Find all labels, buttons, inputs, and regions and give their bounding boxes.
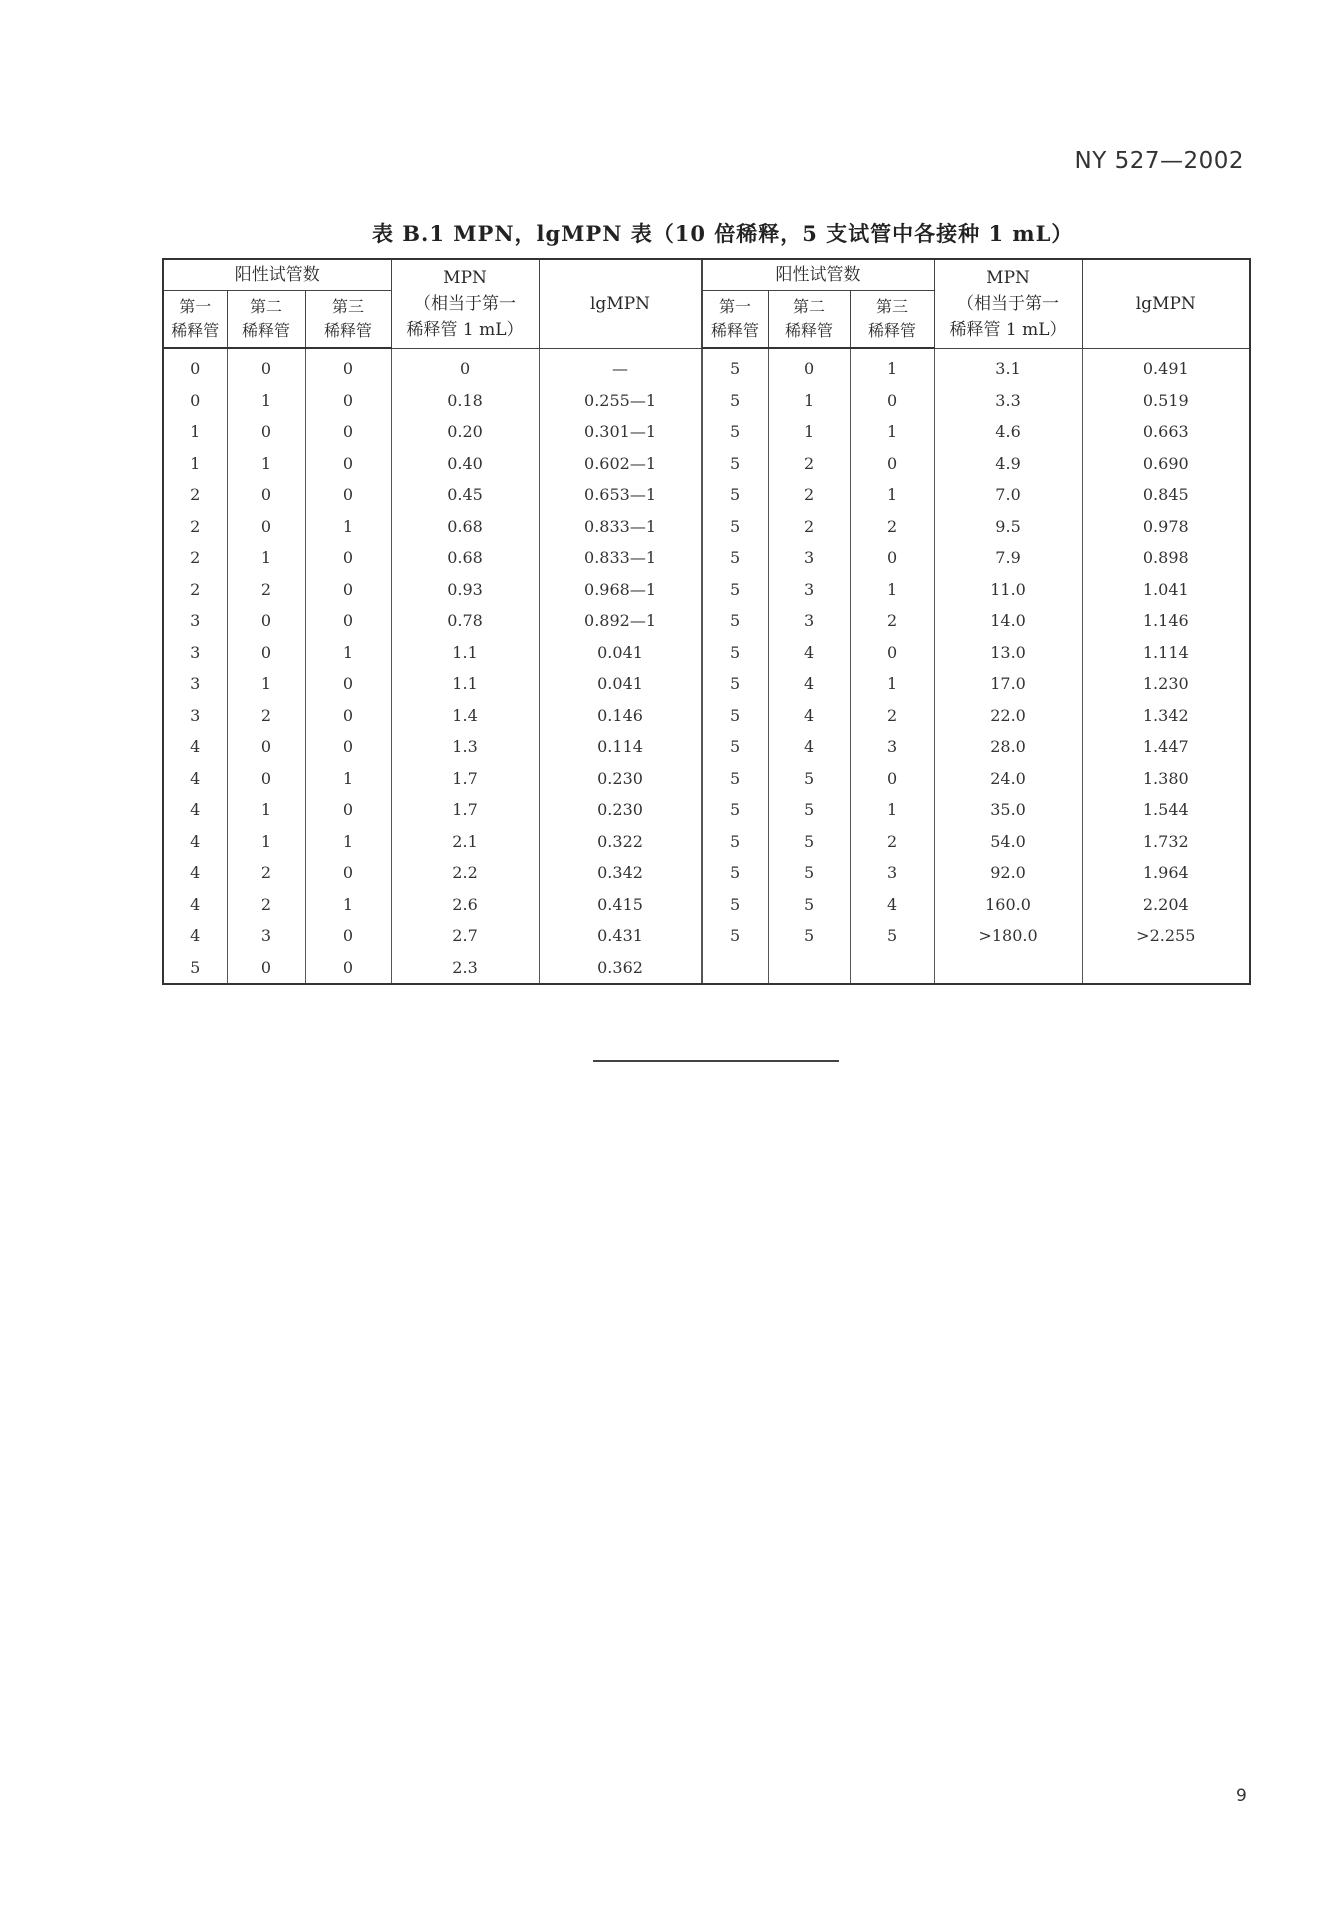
second-dilution-cell: 2	[227, 700, 305, 732]
table-row	[702, 826, 1250, 858]
lgmpn-cell: 0.146	[539, 700, 701, 732]
lgmpn-cell: 0.968—1	[539, 574, 701, 606]
first-dilution-cell: 4	[163, 889, 227, 921]
first-dilution-cell: 0	[163, 348, 227, 385]
first-dilution-cell: 5	[702, 479, 768, 511]
third-dilution-cell: 0	[305, 857, 391, 889]
mpn-cell: 0.78	[391, 605, 539, 637]
third-dilution-header-right	[850, 291, 934, 349]
third-dilution-cell: 0	[850, 448, 934, 480]
third-dilution-cell: 0	[305, 542, 391, 574]
mpn-cell: 0.20	[391, 416, 539, 448]
second-dilution-line1: 第二	[249, 297, 282, 316]
third-dilution-cell: 1	[850, 574, 934, 606]
lgmpn-cell: 0.301—1	[539, 416, 701, 448]
table-row	[702, 920, 1250, 952]
table-row	[702, 668, 1250, 700]
first-dilution-cell: 3	[163, 668, 227, 700]
second-dilution-cell: 2	[227, 857, 305, 889]
third-dilution-cell: 0	[305, 668, 391, 700]
table-row	[163, 416, 701, 448]
lgmpn-cell: 0.898	[1082, 542, 1250, 574]
lgmpn-cell: 1.146	[1082, 605, 1250, 637]
mpn-header-right-line1: MPN	[986, 267, 1030, 288]
table-row	[163, 731, 701, 763]
right-table-body	[702, 348, 1250, 984]
second-dilution-cell: 2	[227, 889, 305, 921]
lgmpn-cell: 0.362	[539, 952, 701, 985]
lgmpn-cell: 1.342	[1082, 700, 1250, 732]
first-dilution-cell: 4	[163, 763, 227, 795]
first-dilution-cell: 5	[702, 794, 768, 826]
mpn-header-right-line3: 稀释管 1 mL）	[949, 319, 1067, 340]
first-dilution-cell: 5	[702, 574, 768, 606]
second-dilution-cell: 3	[768, 542, 850, 574]
end-rule	[593, 1060, 839, 1062]
third-dilution-cell: 0	[305, 700, 391, 732]
mpn-cell: 0.68	[391, 542, 539, 574]
mpn-cell: 2.7	[391, 920, 539, 952]
second-dilution-cell: 3	[768, 605, 850, 637]
first-dilution-cell: 5	[702, 920, 768, 952]
mpn-cell: 17.0	[934, 668, 1082, 700]
lgmpn-cell: 0.653—1	[539, 479, 701, 511]
mpn-cell: 0.40	[391, 448, 539, 480]
second-dilution-cell: 4	[768, 700, 850, 732]
mpn-cell: 13.0	[934, 637, 1082, 669]
third-dilution-cell: 5	[850, 920, 934, 952]
lgmpn-cell: 1.732	[1082, 826, 1250, 858]
third-dilution-cell: 2	[850, 700, 934, 732]
positive-tubes-header-right: 阳性试管数	[702, 259, 934, 291]
table-row	[163, 511, 701, 543]
second-dilution-cell: 4	[768, 637, 850, 669]
first-dilution-header-right	[702, 291, 768, 349]
second-dilution-cell: 0	[227, 479, 305, 511]
table-row	[163, 448, 701, 480]
first-dilution-line1: 第一	[179, 297, 212, 316]
first-dilution-cell: 5	[702, 605, 768, 637]
second-dilution-cell: 0	[227, 763, 305, 795]
mpn-cell: 1.3	[391, 731, 539, 763]
lgmpn-header-right: lgMPN	[1082, 259, 1250, 348]
table-row	[702, 952, 1250, 985]
first-dilution-cell: 4	[163, 731, 227, 763]
mpn-cell: 1.1	[391, 637, 539, 669]
first-dilution-cell: 1	[163, 448, 227, 480]
lgmpn-cell: 0.041	[539, 668, 701, 700]
third-dilution-cell: 1	[850, 416, 934, 448]
second-dilution-cell: 1	[227, 794, 305, 826]
table-row	[702, 605, 1250, 637]
third-dilution-cell: 1	[305, 763, 391, 795]
third-dilution-cell: 1	[305, 511, 391, 543]
second-dilution-cell: 5	[768, 889, 850, 921]
standard-code: NY 527—2002	[1074, 148, 1244, 174]
second-dilution-cell: 1	[227, 385, 305, 417]
lgmpn-cell: 0.255—1	[539, 385, 701, 417]
first-dilution-cell: 5	[702, 826, 768, 858]
lgmpn-cell: 0.415	[539, 889, 701, 921]
mpn-cell: 0.45	[391, 479, 539, 511]
third-dilution-cell: 1	[850, 348, 934, 385]
table-row	[702, 479, 1250, 511]
lgmpn-cell: >2.255	[1082, 920, 1250, 952]
second-dilution-cell: 5	[768, 857, 850, 889]
first-dilution-cell	[702, 952, 768, 985]
lgmpn-cell: 0.322	[539, 826, 701, 858]
first-dilution-cell: 0	[163, 385, 227, 417]
table-row	[163, 857, 701, 889]
mpn-cell: 0	[391, 348, 539, 385]
mpn-cell: 1.7	[391, 794, 539, 826]
mpn-cell: 4.9	[934, 448, 1082, 480]
third-dilution-right-line1: 第三	[876, 297, 909, 316]
first-dilution-cell: 5	[702, 889, 768, 921]
table-row	[163, 700, 701, 732]
second-dilution-cell: 0	[227, 952, 305, 985]
mpn-cell: 14.0	[934, 605, 1082, 637]
first-dilution-header	[163, 291, 227, 349]
lgmpn-cell: 0.833—1	[539, 511, 701, 543]
second-dilution-cell: 0	[227, 348, 305, 385]
second-dilution-cell: 1	[227, 448, 305, 480]
third-dilution-cell: 1	[305, 637, 391, 669]
first-dilution-cell: 5	[702, 731, 768, 763]
mpn-cell: 22.0	[934, 700, 1082, 732]
second-dilution-cell: 5	[768, 826, 850, 858]
third-dilution-cell: 0	[305, 479, 391, 511]
third-dilution-cell: 3	[850, 857, 934, 889]
third-dilution-line2: 稀释管	[324, 321, 373, 340]
second-dilution-right-line2: 稀释管	[785, 321, 834, 340]
first-dilution-cell: 3	[163, 637, 227, 669]
second-dilution-cell: 3	[768, 574, 850, 606]
third-dilution-cell: 1	[305, 889, 391, 921]
third-dilution-line1: 第三	[332, 297, 365, 316]
table-row	[702, 348, 1250, 385]
first-dilution-cell: 4	[163, 857, 227, 889]
third-dilution-cell: 0	[305, 794, 391, 826]
third-dilution-cell	[850, 952, 934, 985]
mpn-cell: 0.18	[391, 385, 539, 417]
first-dilution-line2: 稀释管	[171, 321, 220, 340]
third-dilution-cell: 0	[305, 574, 391, 606]
lgmpn-header: lgMPN	[539, 259, 701, 348]
first-dilution-cell: 5	[702, 857, 768, 889]
mpn-table	[162, 258, 1248, 985]
table-row	[163, 348, 701, 385]
table-row	[163, 668, 701, 700]
lgmpn-cell: 0.431	[539, 920, 701, 952]
table-row	[163, 826, 701, 858]
mpn-cell: 3.3	[934, 385, 1082, 417]
mpn-cell: 9.5	[934, 511, 1082, 543]
third-dilution-cell: 0	[305, 348, 391, 385]
table-row	[163, 920, 701, 952]
table-row	[702, 731, 1250, 763]
table-row	[702, 794, 1250, 826]
mpn-cell: 11.0	[934, 574, 1082, 606]
mpn-cell: 160.0	[934, 889, 1082, 921]
lgmpn-cell: 1.230	[1082, 668, 1250, 700]
first-dilution-cell: 5	[702, 511, 768, 543]
table-row	[702, 416, 1250, 448]
mpn-header-right-line2: （相当于第一	[957, 293, 1060, 314]
lgmpn-cell: 2.204	[1082, 889, 1250, 921]
second-dilution-cell: 4	[768, 668, 850, 700]
table-row	[163, 479, 701, 511]
third-dilution-cell: 2	[850, 511, 934, 543]
second-dilution-cell: 2	[768, 511, 850, 543]
third-dilution-cell: 1	[850, 479, 934, 511]
lgmpn-cell: 0.491	[1082, 348, 1250, 385]
mpn-cell: 28.0	[934, 731, 1082, 763]
mpn-cell: 2.2	[391, 857, 539, 889]
lgmpn-cell: 0.342	[539, 857, 701, 889]
table-row	[163, 574, 701, 606]
mpn-cell: 24.0	[934, 763, 1082, 795]
table-row	[702, 889, 1250, 921]
table-row	[702, 385, 1250, 417]
table-title: 表 B.1 MPN，lgMPN 表（10 倍稀释，5 支试管中各接种 1 mL）	[372, 221, 1074, 246]
third-dilution-cell: 0	[305, 448, 391, 480]
second-dilution-cell: 0	[227, 731, 305, 763]
mpn-cell: 4.6	[934, 416, 1082, 448]
table-row	[163, 889, 701, 921]
second-dilution-cell: 1	[768, 416, 850, 448]
table-row	[702, 448, 1250, 480]
first-dilution-cell: 5	[702, 637, 768, 669]
first-dilution-cell: 5	[702, 348, 768, 385]
third-dilution-cell: 0	[305, 416, 391, 448]
left-table-body	[163, 348, 701, 984]
table-row	[702, 637, 1250, 669]
third-dilution-cell: 0	[305, 385, 391, 417]
table-row	[702, 763, 1250, 795]
mpn-header-line3: 稀释管 1 mL）	[406, 319, 524, 340]
third-dilution-cell: 4	[850, 889, 934, 921]
positive-tubes-header: 阳性试管数	[163, 259, 391, 291]
lgmpn-cell: 0.833—1	[539, 542, 701, 574]
table-row	[163, 385, 701, 417]
lgmpn-cell: 1.380	[1082, 763, 1250, 795]
second-dilution-cell: 5	[768, 763, 850, 795]
table-row	[702, 700, 1250, 732]
lgmpn-cell	[1082, 952, 1250, 985]
lgmpn-cell: 1.544	[1082, 794, 1250, 826]
second-dilution-header-right	[768, 291, 850, 349]
third-dilution-right-line2: 稀释管	[868, 321, 917, 340]
first-dilution-cell: 5	[163, 952, 227, 985]
table-row	[702, 511, 1250, 543]
first-dilution-right-line2: 稀释管	[711, 321, 760, 340]
table-row	[702, 857, 1250, 889]
page-number: 9	[1236, 1786, 1247, 1806]
third-dilution-cell: 0	[850, 637, 934, 669]
second-dilution-cell: 4	[768, 731, 850, 763]
second-dilution-cell: 5	[768, 920, 850, 952]
mpn-header	[391, 259, 539, 348]
third-dilution-cell: 0	[850, 385, 934, 417]
first-dilution-cell: 5	[702, 700, 768, 732]
lgmpn-cell: 1.041	[1082, 574, 1250, 606]
first-dilution-cell: 2	[163, 479, 227, 511]
mpn-cell: 1.1	[391, 668, 539, 700]
third-dilution-cell: 0	[305, 731, 391, 763]
lgmpn-cell: 0.230	[539, 794, 701, 826]
first-dilution-cell: 5	[702, 448, 768, 480]
mpn-cell: >180.0	[934, 920, 1082, 952]
lgmpn-cell: 0.690	[1082, 448, 1250, 480]
table-row	[163, 763, 701, 795]
second-dilution-cell: 2	[768, 479, 850, 511]
lgmpn-cell: 0.041	[539, 637, 701, 669]
second-dilution-cell: 0	[227, 511, 305, 543]
lgmpn-cell: —	[539, 348, 701, 385]
lgmpn-cell: 0.230	[539, 763, 701, 795]
third-dilution-cell: 0	[850, 763, 934, 795]
third-dilution-cell: 2	[850, 605, 934, 637]
first-dilution-cell: 5	[702, 385, 768, 417]
mpn-table-right	[702, 258, 1252, 985]
lgmpn-cell: 0.978	[1082, 511, 1250, 543]
table-row	[163, 952, 701, 985]
mpn-header-line1: MPN	[443, 267, 487, 288]
lgmpn-cell: 0.114	[539, 731, 701, 763]
first-dilution-cell: 5	[702, 416, 768, 448]
mpn-cell: 2.6	[391, 889, 539, 921]
first-dilution-cell: 2	[163, 511, 227, 543]
third-dilution-cell: 3	[850, 731, 934, 763]
third-dilution-cell: 0	[305, 605, 391, 637]
lgmpn-cell: 1.447	[1082, 731, 1250, 763]
first-dilution-cell: 3	[163, 700, 227, 732]
third-dilution-cell: 0	[305, 952, 391, 985]
second-dilution-line2: 稀释管	[241, 321, 290, 340]
mpn-cell: 7.9	[934, 542, 1082, 574]
mpn-header-right	[934, 259, 1082, 348]
second-dilution-cell: 5	[768, 794, 850, 826]
lgmpn-cell: 1.964	[1082, 857, 1250, 889]
first-dilution-cell: 2	[163, 542, 227, 574]
second-dilution-cell: 3	[227, 920, 305, 952]
mpn-cell: 35.0	[934, 794, 1082, 826]
second-dilution-cell: 1	[227, 826, 305, 858]
mpn-cell: 92.0	[934, 857, 1082, 889]
first-dilution-cell: 3	[163, 605, 227, 637]
first-dilution-cell: 2	[163, 574, 227, 606]
mpn-cell	[934, 952, 1082, 985]
third-dilution-cell: 0	[305, 920, 391, 952]
table-row	[163, 637, 701, 669]
third-dilution-cell: 1	[850, 794, 934, 826]
first-dilution-cell: 1	[163, 416, 227, 448]
mpn-header-line2: （相当于第一	[414, 293, 517, 314]
second-dilution-cell: 0	[227, 637, 305, 669]
second-dilution-cell: 1	[768, 385, 850, 417]
second-dilution-cell: 0	[227, 416, 305, 448]
mpn-cell: 2.3	[391, 952, 539, 985]
second-dilution-cell: 1	[227, 542, 305, 574]
third-dilution-cell: 2	[850, 826, 934, 858]
third-dilution-cell: 1	[305, 826, 391, 858]
mpn-cell: 7.0	[934, 479, 1082, 511]
table-row	[163, 794, 701, 826]
mpn-cell: 1.4	[391, 700, 539, 732]
second-dilution-right-line1: 第二	[793, 297, 826, 316]
second-dilution-cell: 0	[227, 605, 305, 637]
second-dilution-cell: 2	[768, 448, 850, 480]
first-dilution-cell: 5	[702, 668, 768, 700]
lgmpn-cell: 0.845	[1082, 479, 1250, 511]
mpn-cell: 1.7	[391, 763, 539, 795]
second-dilution-cell: 2	[227, 574, 305, 606]
lgmpn-cell: 0.519	[1082, 385, 1250, 417]
second-dilution-cell: 0	[768, 348, 850, 385]
third-dilution-cell: 1	[850, 668, 934, 700]
lgmpn-cell: 1.114	[1082, 637, 1250, 669]
first-dilution-right-line1: 第一	[719, 297, 752, 316]
lgmpn-cell: 0.602—1	[539, 448, 701, 480]
mpn-cell: 54.0	[934, 826, 1082, 858]
mpn-cell: 0.68	[391, 511, 539, 543]
first-dilution-cell: 5	[702, 542, 768, 574]
table-row	[163, 605, 701, 637]
lgmpn-cell: 0.663	[1082, 416, 1250, 448]
mpn-cell: 3.1	[934, 348, 1082, 385]
third-dilution-header	[305, 291, 391, 349]
table-row	[163, 542, 701, 574]
mpn-cell: 0.93	[391, 574, 539, 606]
first-dilution-cell: 4	[163, 794, 227, 826]
first-dilution-cell: 4	[163, 920, 227, 952]
first-dilution-cell: 5	[702, 763, 768, 795]
table-row	[702, 542, 1250, 574]
first-dilution-cell: 4	[163, 826, 227, 858]
mpn-cell: 2.1	[391, 826, 539, 858]
second-dilution-cell: 1	[227, 668, 305, 700]
third-dilution-cell: 0	[850, 542, 934, 574]
mpn-table-left	[162, 258, 702, 985]
second-dilution-cell	[768, 952, 850, 985]
second-dilution-header	[227, 291, 305, 349]
lgmpn-cell: 0.892—1	[539, 605, 701, 637]
table-row	[702, 574, 1250, 606]
